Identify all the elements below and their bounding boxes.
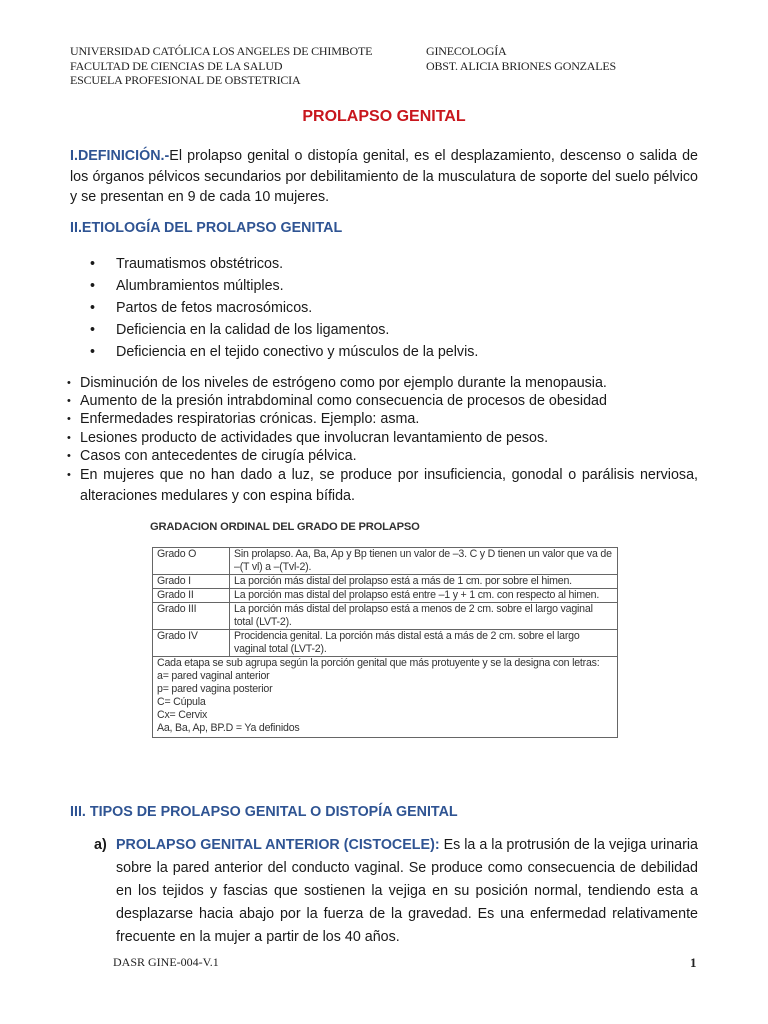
grade-description-cell: La porción mas distal del prolapso está entre –1 y + 1 cm. con respecto al himen. [230,589,618,603]
grade-cell: Grado II [153,589,230,603]
type-a-paragraph [96,834,698,949]
table-note-line: Cada etapa se sub agrupa según la porción genital que más protuyente y se la designa con letras: [157,657,600,669]
table-title: GRADACION ORDINAL DEL GRADO DE PROLAPSO [150,521,420,533]
list-item: • Partos de fetos macrosómicos. [70,297,670,319]
document-title: PROLAPSO GENITAL [302,108,466,125]
definition-paragraph [70,146,698,208]
table-row [153,548,618,575]
etiology-heading: II.ETIOLOGÍA DEL PROLAPSO GENITAL [70,220,343,236]
list-item: • Disminución de los niveles de estrógeno como por ejemplo durante la menopausia. [66,374,698,392]
prolapse-grade-table [152,547,618,738]
header-school: ESCUELA PROFESIONAL DE OBSTETRICIA [70,73,301,87]
etiology-list-secondary [66,374,698,507]
grade-description-cell: Procidencia genital. La porción más distal está a más de 2 cm. sobre el largo vaginal total (LVT-2). [230,630,618,657]
header-institution [70,44,410,88]
type-a-text: Es la a la protrusión de la vejiga urinaria sobre la pared anterior del conducto vaginal. Se produce como consecuencia de debilidad en los tejidos y fascias que sostienen la vejiga en su posición normal, tendiendo esta a desplazarse hacia abajo por la fuerza de la gravedad. Es una enfermedad relativamente frecuente en la mujer a partir de los 40 años. [116,837,699,945]
table-note-cell [153,657,618,738]
list-item: • Traumatismos obstétricos. [70,253,670,275]
type-a-body [96,834,698,949]
list-item: • Casos con antecedentes de cirugía pélvica. [66,447,698,465]
footer-document-code: DASR GINE-004-V.1 [113,955,219,969]
list-item: • En mujeres que no han dado a luz, se produce por insuficiencia, gonodal o parálisis nerviosa, alteraciones medulares y con espina bífida. [66,465,698,507]
types-heading: III. TIPOS DE PROLAPSO GENITAL O DISTOPÍA GENITAL [70,804,458,820]
table-note-line: a= pared vaginal anterior [157,670,270,682]
type-a-marker: a) [94,837,107,853]
definition-label: I.DEFINICIÓN.- [70,148,170,164]
table-note-row [153,657,618,738]
grade-description-cell: Sin prolapso. Aa, Ba, Ap y Bp tienen un valor de –3. C y D tienen un valor que va de –(T vl) a –(Tvl-2). [230,548,618,575]
table-row [153,630,618,657]
table-row [153,589,618,603]
header-subject: GINECOLOGÍA [426,44,507,58]
header-faculty: FACULTAD DE CIENCIAS DE LA SALUD [70,58,283,73]
header-author: OBST. ALICIA BRIONES GONZALES [426,58,616,73]
table-note-line: p= pared vagina posterior [157,683,273,695]
header-course [426,44,726,73]
grade-cell: Grado O [153,548,230,575]
type-a-label: PROLAPSO GENITAL ANTERIOR (CISTOCELE): [116,837,440,853]
grade-cell: Grado IV [153,630,230,657]
grade-description-cell: La porción más distal del prolapso está a menos de 2 cm. sobre el largo vaginal total (LVT-2). [230,603,618,630]
list-item: • Enfermedades respiratorias crónicas. Ejemplo: asma. [66,410,698,428]
list-item: • Deficiencia en el tejido conectivo y músculos de la pelvis. [70,341,670,363]
etiology-list [70,253,670,363]
table-note-line: Cx= Cervix [157,709,208,721]
list-item: • Aumento de la presión intrabdominal como consecuencia de procesos de obesidad [66,392,698,410]
table-note-line: Aa, Ba, Ap, BP.D = Ya definidos [157,722,300,734]
footer-page-number: 1 [690,955,697,970]
list-item: • Deficiencia en la calidad de los ligamentos. [70,319,670,341]
table-row [153,575,618,589]
definition-text: El prolapso genital o distopía genital, es el desplazamiento, descenso o salida de los órganos pélvicos secundarios por debilitamiento de la musculatura de soporte del suelo pélvico y se presentan en 9 de cada 10 mujeres. [70,148,698,205]
grade-description-cell: La porción más distal del prolapso está a más de 1 cm. por sobre el himen. [230,575,618,589]
list-item: • Lesiones producto de actividades que involucran levantamiento de pesos. [66,429,698,447]
grade-cell: Grado I [153,575,230,589]
grade-cell: Grado III [153,603,230,630]
list-item: • Alumbramientos múltiples. [70,275,670,297]
header-university: UNIVERSIDAD CATÓLICA LOS ANGELES DE CHIMBOTE [70,44,373,58]
table-note-line: C= Cúpula [157,696,206,708]
table-row [153,603,618,630]
